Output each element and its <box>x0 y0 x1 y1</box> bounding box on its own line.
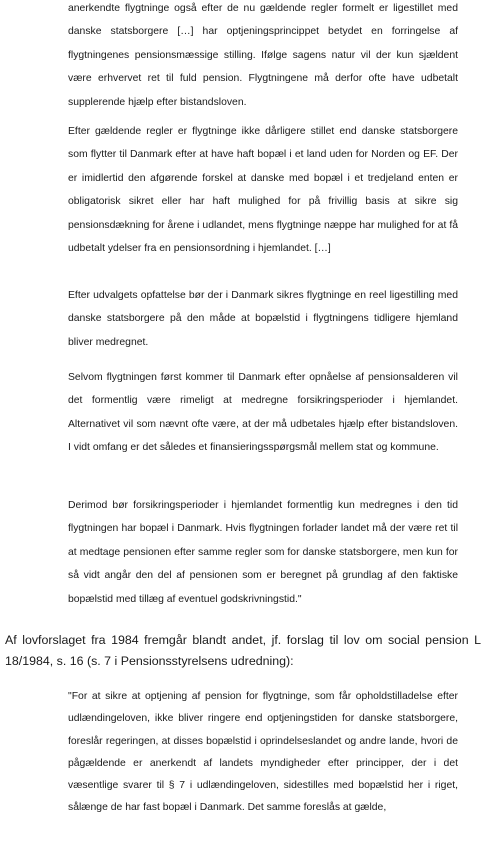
paragraph-text: anerkendte flygtninge også efter de nu gældende regler formelt er ligestillet med danske statsborgere […] har optjeningsprincippet betydet en forringelse af flygtningenes pensionsmæssige stilling. Ifølge sagens natur vil der kun sjældent være erhvervet ret til fuld pension. Flygtningene må derfor ofte have udbetalt supplerende hjælp efter bistandsloven. <box>68 3 458 108</box>
paragraph-text: Selvom flygtningen først kommer til Danmark efter opnåelse af pensionsalderen vil det formentlig være rimeligt at medregne forsikringsperioder i hjemlandet. Alternativet vil som nævnt ofte være, at der må udbetales hjælp efter bistandsloven. I vidt omfang er det således et finansieringsspørgsmål mellem stat og kommune. <box>68 372 458 454</box>
paragraph-text: Efter gældende regler er flygtninge ikke dårligere stillet end danske statsborgere som flytter til Danmark efter at have haft bopæl i et land uden for Norden og EF. Der er imidlertid den afgørende forskel at danske med bopæl i et tredjeland enten er obligatorisk sikret eller har haft mulighed for på frivillig basis at sikre sig pensionsdækning for årene i udlandet, mens flygtninge næppe har mulighed for at få udbetalt ydelser fra en pensionsordning i hjemlandet. […] <box>68 126 458 255</box>
quote-paragraph-3 <box>68 284 458 354</box>
quote-paragraph-6: "For at sikre at optjening af pension for flygtninge, som får opholdstilladelse efter udlændingeloven, ikke bliver ringere end optjeningstiden for danske statsborgere, foreslår regeringen, at disses bopælstid i oprindelseslandet og andre lande, hvori de pågældende er anerkendt af landets myndigheder efter principper, der i det væsentlige svarer til § 7 i udlændingeloven, sidestilles med bopælstid her i riget, sålænge de har fast bopæl i Danmark. Det samme foreslås at gælde, <box>68 691 458 814</box>
paragraph-text: Efter udvalgets opfattelse bør der i Danmark sikres flygtninge en reel ligestilling med danske statsborgere på den måde at bopælstid i flygtningens tidligere hjemland bliver medregnet. <box>68 290 458 348</box>
quote-paragraph-4 <box>68 366 458 460</box>
paragraph-text: Derimod bør forsikringsperioder i hjemlandet formentlig kun medregnes i den tid flygtningen har bopæl i Danmark. Hvis flygtningen forlader landet må der være ret til at medtage pensionen efter samme regler som for danske statsborgere, men kun for så vidt angår den del af pensionen som er beregnet på grundlag af den faktiske bopælstid med tillæg af eventuel godskrivningstid." <box>68 500 458 605</box>
intro-paragraph: Af lovforslaget fra 1984 fremgår blandt andet, jf. forslag til lov om social pension L 18/1984, s. 16 (s. 7 i Pensionsstyrelsens udredning): <box>5 633 481 668</box>
quote-paragraph-5 <box>68 494 458 611</box>
quote-paragraph-1 <box>68 0 458 114</box>
quote-paragraph-2 <box>68 120 458 260</box>
